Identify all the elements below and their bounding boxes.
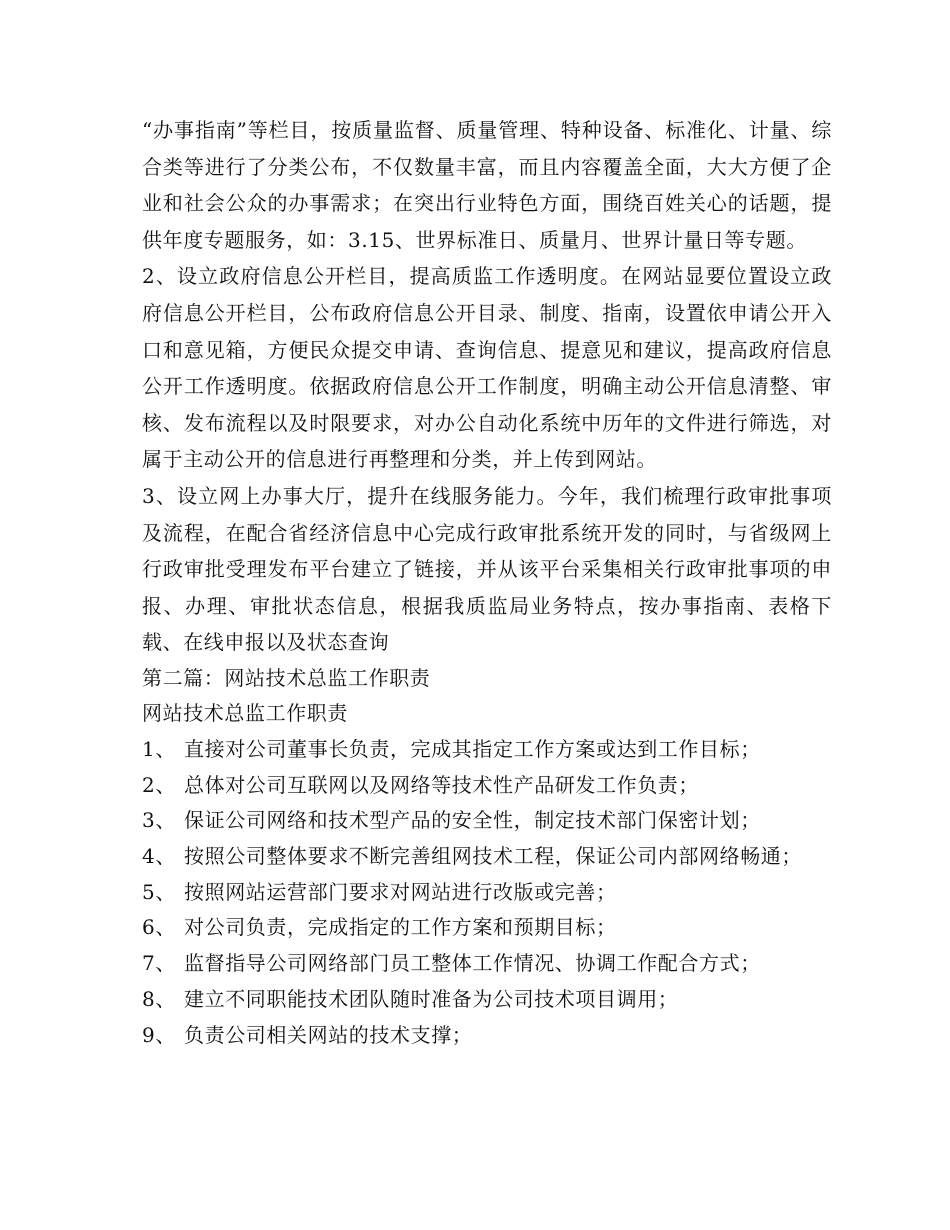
duty-text: 总体对公司互联网以及网络等技术性产品研发工作负责； [184, 772, 699, 797]
document-body [142, 112, 832, 1053]
duty-text: 监督指导公司网络部门员工整体工作情况、协调工作配合方式； [184, 951, 761, 976]
paragraph-info-disclosure: 2、设立政府信息公开栏目，提高质监工作透明度。在网站显要位置设立政府信息公开栏目，公布政府信息公开目录、制度、指南，设置依申请公开入口和意见箱，方便民众提交申请、查询信息、提意见和建议，提高政府信息公开工作透明度。依据政府信息公开工作制度，明确主动公开信息清整、审核、发布流程以及时限要求，对办公自动化系统中历年的文件进行筛选，对属于主动公开的信息进行再整理和分类，并上传到网站。 [142, 264, 832, 472]
duty-text: 建立不同职能技术团队随时准备为公司技术项目调用； [184, 986, 679, 1011]
duty-item [142, 1018, 832, 1054]
duty-number: 7、 [142, 951, 176, 976]
duty-text: 保证公司网络和技术型产品的安全性，制定技术部门保密计划； [184, 808, 761, 833]
duty-item [142, 803, 832, 839]
duty-item [142, 732, 832, 768]
duty-text: 按照公司整体要求不断完善组网技术工程，保证公司内部网络畅通； [184, 844, 802, 869]
section-heading: 第二篇：网站技术总监工作职责 [142, 665, 431, 690]
duty-number: 5、 [142, 879, 176, 904]
duty-text: 对公司负责，完成指定的工作方案和预期目标； [184, 915, 617, 940]
duties-list [142, 732, 832, 1053]
duty-number: 6、 [142, 915, 176, 940]
duty-number: 8、 [142, 986, 176, 1011]
paragraph-online-hall: 3、设立网上办事大厅，提升在线服务能力。今年，我们梳理行政审批事项及流程，在配合省经济信息中心完成行政审批系统开发的同时，与省级网上行政审批受理发布平台建立了链接，并从该平台采集相关行政审批事项的申报、办理、审批状态信息，根据我质监局业务特点，按办事指南、表格下载、在线申报以及状态查询 [142, 483, 832, 655]
duty-number: 4、 [142, 844, 176, 869]
duty-number: 9、 [142, 1022, 176, 1047]
duty-text: 直接对公司董事长负责，完成其指定工作方案或达到工作目标； [184, 736, 761, 761]
duty-number: 3、 [142, 808, 176, 833]
duty-item [142, 946, 832, 982]
paragraph-guide-columns: “办事指南”等栏目，按质量监督、质量管理、特种设备、标准化、计量、综合类等进行了分类公布，不仅数量丰富，而且内容覆盖全面，大大方便了企业和社会公众的办事需求；在突出行业特色方面，围绕百姓关心的话题，提供年度专题服务，如：3.15、世界标准日、质量月、世界计量日等专题。 [142, 118, 832, 252]
duty-item [142, 768, 832, 804]
duty-item [142, 982, 832, 1018]
duty-item [142, 839, 832, 875]
duty-text: 负责公司相关网站的技术支撑； [184, 1022, 473, 1047]
duty-number: 1、 [142, 736, 176, 761]
duty-text: 按照网站运营部门要求对网站进行改版或完善； [184, 879, 617, 904]
duty-item [142, 910, 832, 946]
duty-item [142, 875, 832, 911]
section-subheading: 网站技术总监工作职责 [142, 701, 348, 726]
duty-number: 2、 [142, 772, 176, 797]
